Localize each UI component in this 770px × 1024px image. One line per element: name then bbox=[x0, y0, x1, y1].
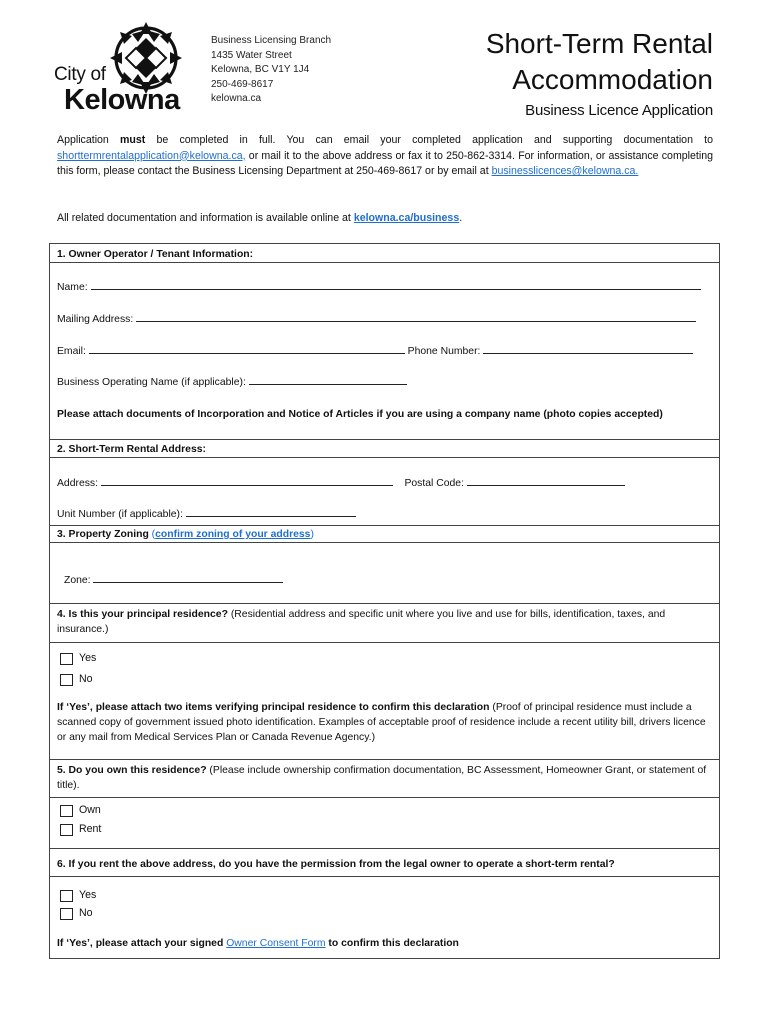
section6-heading: 6. If you rent the above address, do you have the permission from the legal owner to operate a short-term rental? bbox=[57, 859, 615, 870]
address-line: kelowna.ca bbox=[211, 93, 262, 104]
own-label: Own bbox=[79, 804, 101, 816]
title-line-2: Accommodation bbox=[512, 64, 713, 95]
address-label: Address: bbox=[57, 478, 99, 489]
paren: ) bbox=[310, 529, 314, 540]
section4-heading-note: (Residential address and specific unit where you live and use for bills, identification, taxes, and insurance.) bbox=[57, 609, 666, 635]
divider bbox=[50, 797, 719, 798]
owner-consent-form-link[interactable]: Owner Consent Form bbox=[226, 938, 326, 949]
address-line: Kelowna, BC V1Y 1J4 bbox=[211, 64, 310, 75]
own-checkbox[interactable] bbox=[60, 805, 73, 817]
email-blank[interactable] bbox=[89, 345, 405, 354]
city-logo bbox=[52, 20, 187, 116]
business-name-label: Business Operating Name (if applicable): bbox=[57, 377, 246, 388]
form-subtitle: Business Licence Application bbox=[525, 102, 713, 119]
permission-yes-checkbox[interactable] bbox=[60, 890, 73, 902]
licences-email-link[interactable]: businesslicences@kelowna.ca. bbox=[491, 165, 639, 178]
intro-text: . bbox=[459, 212, 463, 224]
unit-blank[interactable] bbox=[186, 508, 356, 517]
intro-must: must bbox=[120, 134, 146, 146]
principal-yes-label: Yes bbox=[79, 652, 97, 664]
application-email-link[interactable]: shorttermrentalapplication@kelowna.ca, bbox=[57, 149, 246, 162]
rent-checkbox[interactable] bbox=[60, 824, 73, 836]
email-label: Email: bbox=[57, 346, 86, 357]
owner-consent-note bbox=[57, 936, 459, 951]
address-line: Business Licensing Branch bbox=[211, 35, 332, 46]
permission-no-label: No bbox=[79, 907, 93, 919]
section5-heading bbox=[57, 763, 713, 793]
logo-city-of: City of bbox=[54, 64, 106, 85]
business-name-blank[interactable] bbox=[249, 376, 407, 385]
divider bbox=[50, 759, 719, 760]
divider bbox=[50, 642, 719, 643]
principal-note-bold: If ‘Yes’, please attach two items verifying principal residence to confirm this declaration bbox=[57, 702, 490, 713]
postal-blank[interactable] bbox=[467, 477, 625, 486]
consent-note-end: to confirm this declaration bbox=[325, 938, 459, 949]
address-line: 250-469-8617 bbox=[211, 78, 274, 90]
email-phone-row bbox=[57, 344, 693, 359]
principal-note-text: (Proof of principal residence must include a scanned copy of government issued photo identification. Examples of acceptable proof of residence include a recent utility bill, drivers licence or any mail from Medical Services Plan or Canada Revenue Agency.) bbox=[57, 702, 706, 743]
principal-yes-checkbox[interactable] bbox=[60, 653, 73, 665]
consent-note-bold: If ‘Yes’, please attach your signed bbox=[57, 938, 227, 949]
divider bbox=[50, 439, 719, 440]
section4-heading-text: 4. Is this your principal residence? bbox=[57, 609, 228, 620]
principal-residence-note bbox=[57, 700, 713, 745]
intro-text: or mail it to the above address or fax it to 250-862-3314. For information, or assistance completing this form, please contact the Business Licensing Department at 250-469-8617 or by email at bbox=[57, 149, 713, 178]
section4-heading bbox=[57, 607, 713, 637]
form-title bbox=[486, 26, 713, 122]
section3-heading-text: 3. Property Zoning bbox=[57, 529, 149, 540]
intro-text: All related documentation and information is available online at bbox=[57, 212, 354, 224]
principal-no-checkbox[interactable] bbox=[60, 674, 73, 686]
divider bbox=[50, 848, 719, 849]
divider bbox=[50, 542, 719, 543]
postal-label: Postal Code: bbox=[404, 478, 464, 489]
name-label: Name: bbox=[57, 282, 88, 293]
permission-yes-label: Yes bbox=[79, 889, 97, 901]
divider bbox=[50, 603, 719, 604]
phone-blank[interactable] bbox=[483, 345, 693, 354]
unit-label: Unit Number (if applicable): bbox=[57, 509, 183, 520]
divider bbox=[50, 525, 719, 526]
rental-address-row bbox=[57, 476, 625, 491]
unit-number-field[interactable] bbox=[57, 507, 356, 522]
intro-paragraph bbox=[57, 133, 713, 180]
confirm-zoning-link[interactable]: confirm zoning of your address bbox=[155, 529, 311, 540]
section3-heading bbox=[57, 527, 314, 542]
principal-no-label: No bbox=[79, 673, 93, 685]
divider bbox=[50, 457, 719, 458]
intro-text: be completed in full. You can email your completed application and supporting documentation to bbox=[145, 134, 713, 146]
section5-heading-note: (Please include ownership confirmation documentation, BC Assessment, Homeowner Grant, or statement of title). bbox=[57, 765, 707, 791]
zone-field[interactable] bbox=[64, 573, 283, 588]
section2-heading: 2. Short-Term Rental Address: bbox=[57, 444, 206, 455]
application-form bbox=[49, 243, 720, 959]
intro-online-note bbox=[57, 212, 462, 224]
permission-no-checkbox[interactable] bbox=[60, 908, 73, 920]
zone-blank[interactable] bbox=[93, 574, 283, 583]
incorporation-note: Please attach documents of Incorporation and Notice of Articles if you are using a company name (photo copies accepted) bbox=[57, 409, 663, 420]
phone-label: Phone Number: bbox=[407, 346, 481, 357]
title-line-1: Short-Term Rental bbox=[485, 28, 713, 59]
business-website-link[interactable]: kelowna.ca/business bbox=[353, 212, 460, 224]
branch-address bbox=[211, 34, 331, 107]
section1-heading: 1. Owner Operator / Tenant Information: bbox=[57, 249, 254, 260]
address-line: 1435 Water Street bbox=[211, 49, 292, 61]
address-blank[interactable] bbox=[101, 477, 393, 486]
section5-heading-text: 5. Do you own this residence? bbox=[57, 765, 207, 776]
mailing-address-field[interactable] bbox=[57, 312, 696, 327]
divider bbox=[50, 876, 719, 877]
name-blank[interactable] bbox=[91, 281, 701, 290]
divider bbox=[50, 262, 719, 263]
paren: ( bbox=[148, 529, 156, 540]
rent-label: Rent bbox=[79, 823, 102, 835]
name-field[interactable] bbox=[57, 280, 701, 295]
mailing-label: Mailing Address: bbox=[57, 314, 134, 325]
mailing-blank[interactable] bbox=[136, 313, 696, 322]
intro-text: Application bbox=[57, 134, 121, 146]
business-name-field[interactable] bbox=[57, 375, 407, 390]
zone-label: Zone: bbox=[64, 575, 91, 586]
logo-kelowna: Kelowna bbox=[64, 84, 180, 116]
